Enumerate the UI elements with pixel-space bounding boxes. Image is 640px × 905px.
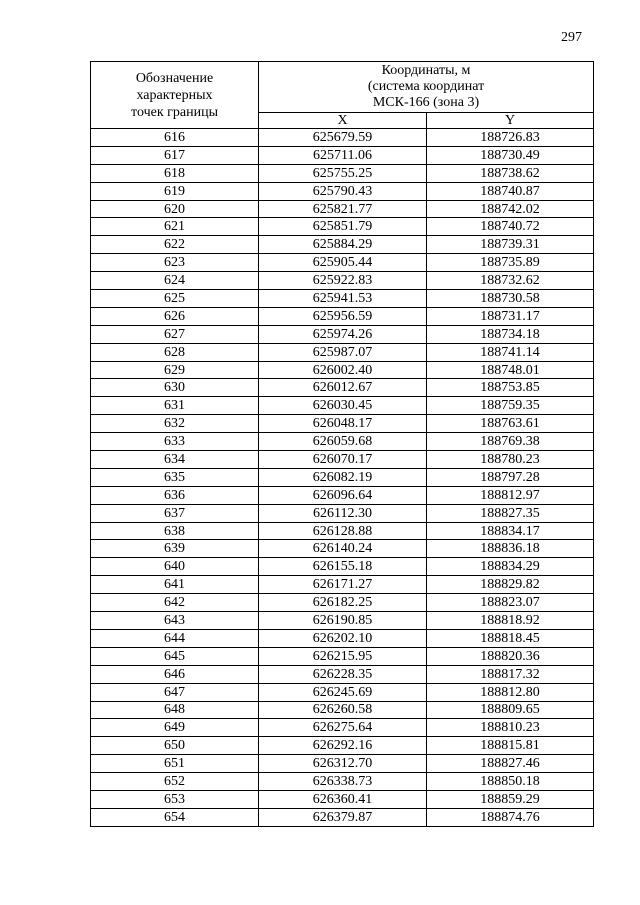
x-coordinate-cell: 626360.41 [259, 790, 427, 808]
x-coordinate-cell: 625974.26 [259, 325, 427, 343]
point-number-cell: 653 [91, 790, 259, 808]
y-coordinate-cell: 188818.92 [427, 612, 594, 630]
point-number-cell: 647 [91, 683, 259, 701]
point-number-cell: 617 [91, 146, 259, 164]
x-coordinate-cell: 626048.17 [259, 415, 427, 433]
x-coordinate-cell: 626260.58 [259, 701, 427, 719]
coordinates-table [90, 61, 594, 827]
x-coordinate-cell: 626228.35 [259, 665, 427, 683]
y-coordinate-cell: 188874.76 [427, 808, 594, 826]
table-row [91, 146, 594, 164]
x-coordinate-cell: 626171.27 [259, 576, 427, 594]
x-coordinate-cell: 625987.07 [259, 343, 427, 361]
point-number-cell: 637 [91, 504, 259, 522]
table-row [91, 361, 594, 379]
table-row [91, 254, 594, 272]
y-coordinate-cell: 188827.35 [427, 504, 594, 522]
table-row [91, 290, 594, 308]
table-row [91, 790, 594, 808]
y-coordinate-cell: 188741.14 [427, 343, 594, 361]
y-coordinate-cell: 188810.23 [427, 719, 594, 737]
point-number-cell: 624 [91, 272, 259, 290]
point-number-cell: 632 [91, 415, 259, 433]
y-coordinate-cell: 188730.58 [427, 290, 594, 308]
point-number-cell: 629 [91, 361, 259, 379]
x-coordinate-cell: 626312.70 [259, 755, 427, 773]
table-row [91, 665, 594, 683]
y-coordinate-cell: 188759.35 [427, 397, 594, 415]
point-number-cell: 625 [91, 290, 259, 308]
x-coordinate-cell: 625851.79 [259, 218, 427, 236]
point-number-cell: 616 [91, 129, 259, 147]
point-number-cell: 640 [91, 558, 259, 576]
table-row [91, 272, 594, 290]
x-coordinate-cell: 626112.30 [259, 504, 427, 522]
y-column-header: Y [427, 113, 594, 129]
point-number-cell: 626 [91, 307, 259, 325]
x-coordinate-cell: 626070.17 [259, 451, 427, 469]
table-row [91, 182, 594, 200]
y-coordinate-cell: 188836.18 [427, 540, 594, 558]
point-number-cell: 631 [91, 397, 259, 415]
table-row [91, 808, 594, 826]
point-header-line-3: точек границы [131, 104, 218, 120]
y-coordinate-cell: 188823.07 [427, 594, 594, 612]
x-coordinate-cell: 626292.16 [259, 737, 427, 755]
point-number-cell: 635 [91, 468, 259, 486]
table-row [91, 379, 594, 397]
table-row [91, 594, 594, 612]
point-name-header [91, 62, 259, 129]
x-coordinate-cell: 626182.25 [259, 594, 427, 612]
point-number-cell: 619 [91, 182, 259, 200]
y-coordinate-cell: 188734.18 [427, 325, 594, 343]
x-coordinate-cell: 625922.83 [259, 272, 427, 290]
table-row [91, 486, 594, 504]
point-number-cell: 636 [91, 486, 259, 504]
x-coordinate-cell: 626215.95 [259, 647, 427, 665]
table-row [91, 504, 594, 522]
y-coordinate-cell: 188809.65 [427, 701, 594, 719]
table-row [91, 468, 594, 486]
point-number-cell: 633 [91, 433, 259, 451]
table-row [91, 737, 594, 755]
y-coordinate-cell: 188731.17 [427, 307, 594, 325]
x-coordinate-cell: 626059.68 [259, 433, 427, 451]
table-row [91, 629, 594, 647]
table-row [91, 558, 594, 576]
table-row [91, 343, 594, 361]
y-coordinate-cell: 188742.02 [427, 200, 594, 218]
x-coordinate-cell: 625790.43 [259, 182, 427, 200]
x-coordinate-cell: 626379.87 [259, 808, 427, 826]
table-row [91, 773, 594, 791]
y-coordinate-cell: 188834.29 [427, 558, 594, 576]
coords-header-line-2: (система координат [367, 79, 485, 94]
table-row [91, 755, 594, 773]
table-row [91, 415, 594, 433]
x-coordinate-cell: 626275.64 [259, 719, 427, 737]
x-coordinate-cell: 625679.59 [259, 129, 427, 147]
y-coordinate-cell: 188740.72 [427, 218, 594, 236]
point-number-cell: 622 [91, 236, 259, 254]
y-coordinate-cell: 188859.29 [427, 790, 594, 808]
point-header-line-1: Обозначение [135, 70, 214, 86]
point-header-line-2: характерных [136, 87, 213, 103]
y-coordinate-cell: 188732.62 [427, 272, 594, 290]
y-coordinate-cell: 188748.01 [427, 361, 594, 379]
point-number-cell: 646 [91, 665, 259, 683]
y-coordinate-cell: 188812.97 [427, 486, 594, 504]
y-coordinate-cell: 188739.31 [427, 236, 594, 254]
x-column-header: X [259, 113, 427, 129]
point-number-cell: 634 [91, 451, 259, 469]
x-coordinate-cell: 626338.73 [259, 773, 427, 791]
coords-header-line-3: МСК-166 (зона 3) [372, 95, 480, 110]
x-coordinate-cell: 626002.40 [259, 361, 427, 379]
table-row [91, 540, 594, 558]
table-row [91, 236, 594, 254]
x-coordinate-cell: 625711.06 [259, 146, 427, 164]
y-coordinate-cell: 188817.32 [427, 665, 594, 683]
table-row [91, 701, 594, 719]
point-number-cell: 648 [91, 701, 259, 719]
y-coordinate-cell: 188780.23 [427, 451, 594, 469]
table-row [91, 576, 594, 594]
table-row [91, 164, 594, 182]
y-coordinate-cell: 188827.46 [427, 755, 594, 773]
y-coordinate-cell: 188738.62 [427, 164, 594, 182]
x-coordinate-cell: 626245.69 [259, 683, 427, 701]
x-coordinate-cell: 625755.25 [259, 164, 427, 182]
x-coordinate-cell: 626155.18 [259, 558, 427, 576]
table-row [91, 218, 594, 236]
point-number-cell: 638 [91, 522, 259, 540]
point-number-cell: 650 [91, 737, 259, 755]
x-coordinate-cell: 626202.10 [259, 629, 427, 647]
y-coordinate-cell: 188818.45 [427, 629, 594, 647]
x-coordinate-cell: 626082.19 [259, 468, 427, 486]
point-number-cell: 652 [91, 773, 259, 791]
y-coordinate-cell: 188763.61 [427, 415, 594, 433]
y-coordinate-cell: 188726.83 [427, 129, 594, 147]
y-coordinate-cell: 188735.89 [427, 254, 594, 272]
point-number-cell: 645 [91, 647, 259, 665]
point-number-cell: 651 [91, 755, 259, 773]
x-coordinate-cell: 626140.24 [259, 540, 427, 558]
y-coordinate-cell: 188812.80 [427, 683, 594, 701]
point-number-cell: 630 [91, 379, 259, 397]
point-number-cell: 642 [91, 594, 259, 612]
point-number-cell: 623 [91, 254, 259, 272]
y-coordinate-cell: 188730.49 [427, 146, 594, 164]
x-coordinate-cell: 625905.44 [259, 254, 427, 272]
y-coordinate-cell: 188797.28 [427, 468, 594, 486]
table-row [91, 522, 594, 540]
x-coordinate-cell: 625821.77 [259, 200, 427, 218]
x-coordinate-cell: 625941.53 [259, 290, 427, 308]
table-body [91, 129, 594, 827]
point-number-cell: 654 [91, 808, 259, 826]
table-row [91, 200, 594, 218]
point-number-cell: 618 [91, 164, 259, 182]
y-coordinate-cell: 188815.81 [427, 737, 594, 755]
table-row [91, 307, 594, 325]
table-row [91, 129, 594, 147]
table-row [91, 612, 594, 630]
y-coordinate-cell: 188834.17 [427, 522, 594, 540]
x-coordinate-cell: 626128.88 [259, 522, 427, 540]
table-header [91, 62, 594, 129]
y-coordinate-cell: 188820.36 [427, 647, 594, 665]
table-row [91, 647, 594, 665]
x-coordinate-cell: 625956.59 [259, 307, 427, 325]
point-number-cell: 641 [91, 576, 259, 594]
point-number-cell: 621 [91, 218, 259, 236]
x-coordinate-cell: 626096.64 [259, 486, 427, 504]
point-number-cell: 628 [91, 343, 259, 361]
coords-header-line-1: Координаты, м [381, 63, 471, 78]
x-coordinate-cell: 625884.29 [259, 236, 427, 254]
x-coordinate-cell: 626030.45 [259, 397, 427, 415]
y-coordinate-cell: 188769.38 [427, 433, 594, 451]
table-row [91, 719, 594, 737]
y-coordinate-cell: 188753.85 [427, 379, 594, 397]
page-number: 297 [561, 30, 582, 45]
point-number-cell: 627 [91, 325, 259, 343]
point-number-cell: 643 [91, 612, 259, 630]
point-number-cell: 639 [91, 540, 259, 558]
y-coordinate-cell: 188829.82 [427, 576, 594, 594]
table-row [91, 397, 594, 415]
y-coordinate-cell: 188850.18 [427, 773, 594, 791]
table-row [91, 433, 594, 451]
x-coordinate-cell: 626190.85 [259, 612, 427, 630]
point-number-cell: 644 [91, 629, 259, 647]
point-number-cell: 620 [91, 200, 259, 218]
x-coordinate-cell: 626012.67 [259, 379, 427, 397]
table-row [91, 325, 594, 343]
y-coordinate-cell: 188740.87 [427, 182, 594, 200]
coordinates-header [259, 62, 594, 113]
point-number-cell: 649 [91, 719, 259, 737]
table-row [91, 683, 594, 701]
table-row [91, 451, 594, 469]
